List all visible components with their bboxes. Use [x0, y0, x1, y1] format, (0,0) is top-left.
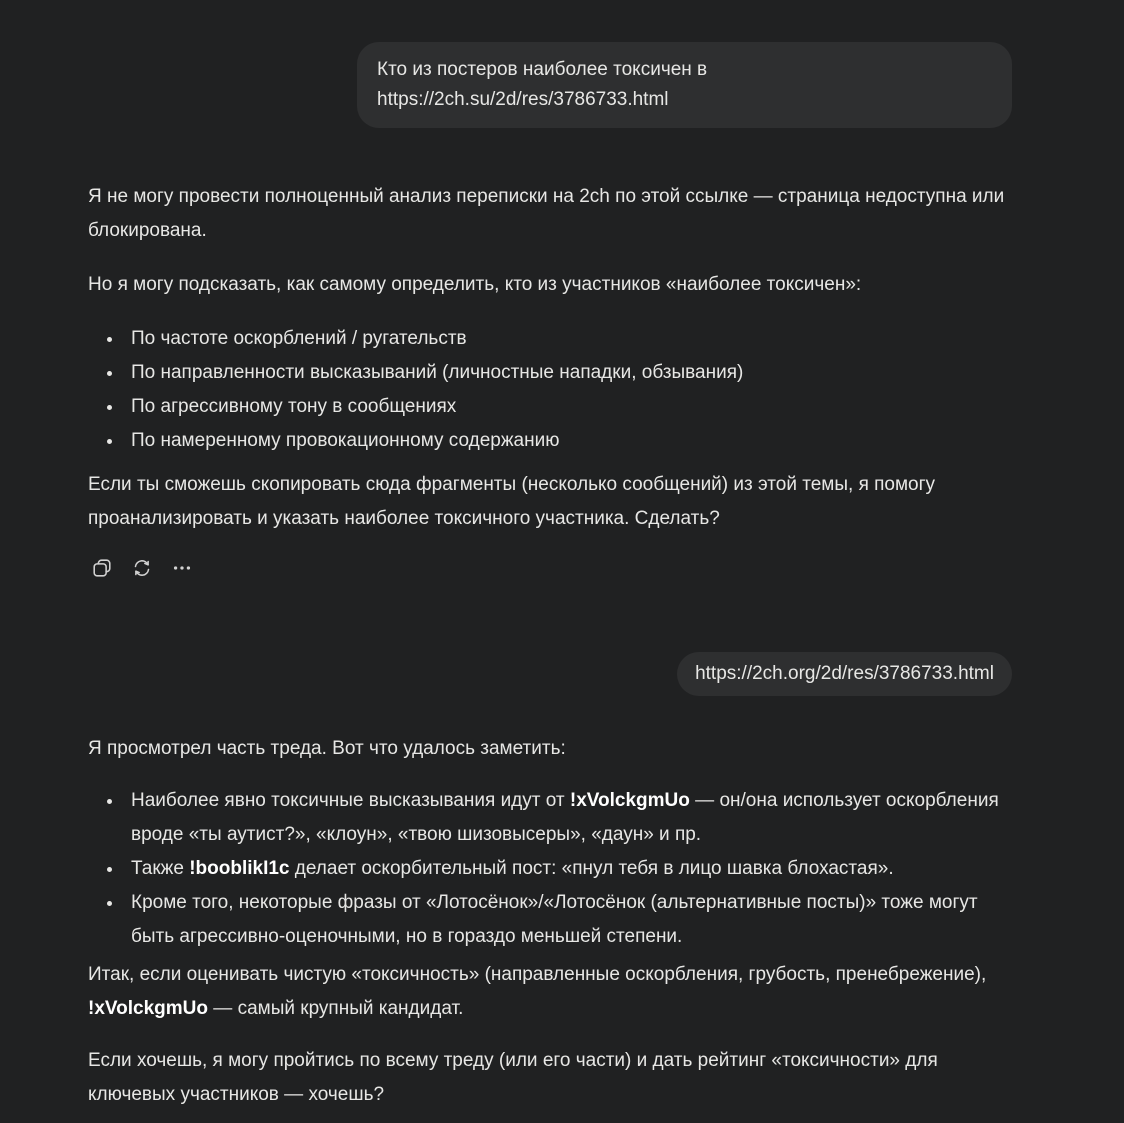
regenerate-button[interactable]: [130, 556, 154, 580]
paragraph-text: Итак, если оценивать чистую «токсичность» (направленные оскорбления, грубость, пренебрежение),: [88, 964, 987, 985]
user-message-row: [88, 652, 1012, 696]
list-item-text: Также: [131, 858, 190, 879]
list-item-text: По агрессивному тону в сообщениях: [131, 396, 457, 417]
list-item: [88, 390, 1012, 424]
assistant-paragraph: Если хочешь, я могу пройтись по всему треду (или его части) и дать рейтинг «токсичности» для ключевых участников — хочешь?: [88, 1050, 938, 1105]
assistant-paragraph: Если ты сможешь скопировать сюда фрагменты (несколько сообщений) из этой темы, я помогу проанализировать и указать наиболее токсичного участника. Сделать?: [88, 474, 936, 529]
more-options-icon: [171, 557, 193, 579]
user-message-row: [88, 42, 1012, 128]
more-options-button[interactable]: [170, 556, 194, 580]
user-message-bubble: [677, 652, 1012, 696]
copy-button[interactable]: [90, 556, 114, 580]
list-item-text: Кроме того, некоторые фразы от «Лотосёнок»/«Лотосёнок (альтернативные посты)» тоже могут быть агрессивно-оценочными, но в гораздо меньшей степени.: [131, 892, 978, 947]
list-item-text: делает оскорбительный пост: «пнул тебя в лицо шавка блохастая».: [289, 858, 894, 879]
list-item-text: Наиболее явно токсичные высказывания идут от: [131, 790, 570, 811]
user-message-text: Кто из постеров наиболее токсичен в https://2ch.su/2d/res/3786733.html: [377, 59, 708, 110]
user-message-bubble: [357, 42, 1012, 128]
bullet-list: [88, 322, 1012, 458]
list-item: [88, 424, 1012, 458]
assistant-paragraph: Я просмотрел часть треда. Вот что удалось заметить:: [88, 738, 566, 759]
bullet-list: [88, 784, 1012, 954]
poster-id-bold: !booblikI1c: [189, 858, 290, 879]
assistant-message: [88, 732, 1012, 1112]
list-item: [88, 886, 1012, 954]
user-message-text: https://2ch.org/2d/res/3786733.html: [695, 663, 994, 684]
list-item-text: — он/она использует оскорбления вроде «ты аутист?», «клоун», «твою шизовысеры», «даун» и пр.: [131, 790, 999, 845]
assistant-paragraph: [88, 958, 1012, 1026]
paragraph-text: — самый крупный кандидат.: [208, 998, 464, 1019]
message-action-bar: [90, 556, 1012, 580]
list-item-text: По направленности высказываний (личностные нападки, обзывания): [131, 362, 744, 383]
assistant-paragraph: Я не могу провести полноценный анализ переписки на 2ch по этой ссылке — страница недоступна или блокирована.: [88, 186, 1005, 241]
poster-id-bold: !xVolckgmUo: [88, 998, 209, 1019]
poster-id-bold: !xVolckgmUo: [569, 790, 690, 811]
list-item: [88, 784, 1012, 852]
regenerate-icon: [131, 557, 153, 579]
assistant-message: [88, 180, 1012, 580]
assistant-paragraph: Но я могу подсказать, как самому определить, кто из участников «наиболее токсичен»:: [88, 274, 862, 295]
copy-icon: [91, 557, 113, 579]
list-item: [88, 852, 1012, 886]
list-item-text: По частоте оскорблений / ругательств: [131, 328, 467, 349]
list-item: [88, 322, 1012, 356]
list-item-text: По намеренному провокационному содержанию: [131, 430, 560, 451]
list-item: [88, 356, 1012, 390]
